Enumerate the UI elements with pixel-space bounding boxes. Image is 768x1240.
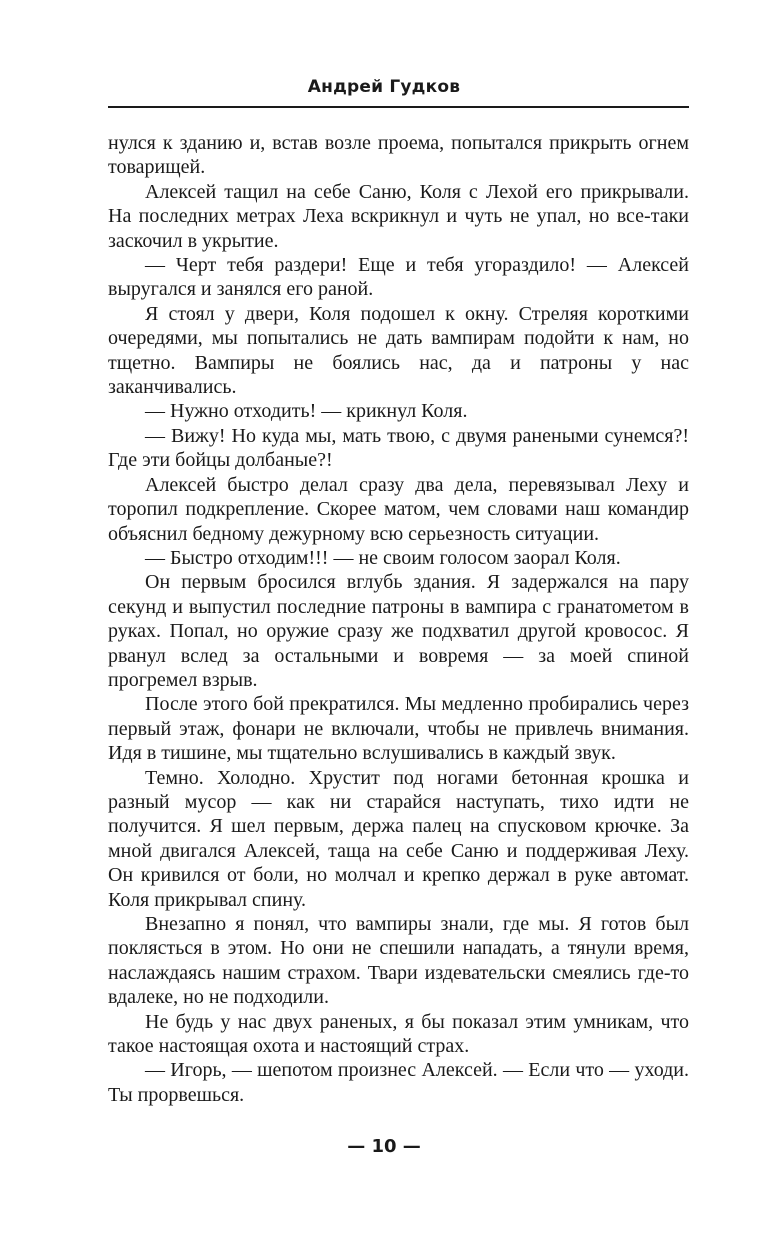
paragraph: — Вижу! Но куда мы, мать твою, с двумя ранеными сунемся?! Где эти бойцы долбаные?! <box>108 424 689 472</box>
paragraph: Алексей быстро делал сразу два дела, перевязывал Леху и торопил подкрепление. Скорее матом, чем словами наш командир объяснил бедному дежурному всю серьезность ситуации. <box>108 473 689 545</box>
paragraph: — Нужно отходить! — крикнул Коля. <box>145 400 468 423</box>
paragraph: нулся к зданию и, встав возле проема, попытался прикрыть огнем товарищей. <box>108 132 689 179</box>
paragraph: — Игорь, — шепотом произнес Алексей. — Если что — уходи. Ты прорвешься. <box>108 1059 689 1106</box>
page-number: — 10 — <box>347 1136 421 1157</box>
paragraph: Не будь у нас двух раненых, я бы показал этим умникам, что такое настоящая охота и настоящий страх. <box>108 1010 689 1058</box>
paragraph: — Быстро отходим!!! — не своим голосом заорал Коля. <box>145 546 621 569</box>
paragraph: Я стоял у двери, Коля подошел к окну. Стреляя короткими очередями, мы попытались не дать вампирам подойти к нам, но тщетно. Вампиры не боялись нас, да и патроны у нас заканчивались. <box>108 302 689 399</box>
running-head-author: Андрей Гудков <box>307 77 461 97</box>
paragraph: Алексей тащил на себе Саню, Коля с Лехой его прикрывали. На последних метрах Леха вскрикнул и чуть не упал, но все-таки заскочил в укрытие. <box>108 180 689 252</box>
paragraph: — Черт тебя раздери! Еще и тебя угораздило! — Алексей выругался и занялся его раной. <box>108 254 689 301</box>
paragraph: Он первым бросился вглубь здания. Я задержался на пару секунд и выпустил последние патроны в вампира с гранатометом в руках. Попал, но оружие сразу же подхватил другой кровосос. Я рванул вслед за остальными и вовремя — за моей спиной прогремел взрыв. <box>108 571 689 691</box>
paragraph: После этого бой прекратился. Мы медленно пробирались через первый этаж, фонари не включали, чтобы не привлечь внимания. Идя в тишине, мы тщательно вслушивались в каждый звук. <box>108 693 689 765</box>
body-text <box>108 131 689 1107</box>
paragraph: Темно. Холодно. Хрустит под ногами бетонная крошка и разный мусор — как ни старайся наступать, тихо идти не получится. Я шел первым, держа палец на спусковом крючке. За мной двигался Алексей, таща на себе Саню и поддерживая Леху. Он кривился от боли, но молчал и крепко держал в руке автомат. Коля прикрывал спину. <box>108 766 689 911</box>
header-rule <box>108 106 689 108</box>
paragraph: Внезапно я понял, что вампиры знали, где мы. Я готов был поклясться в этом. Но они не спешили нападать, а тянули время, наслаждаясь нашим страхом. Твари издевательски смеялись где-то вдалеке, но не подходили. <box>108 913 689 1009</box>
